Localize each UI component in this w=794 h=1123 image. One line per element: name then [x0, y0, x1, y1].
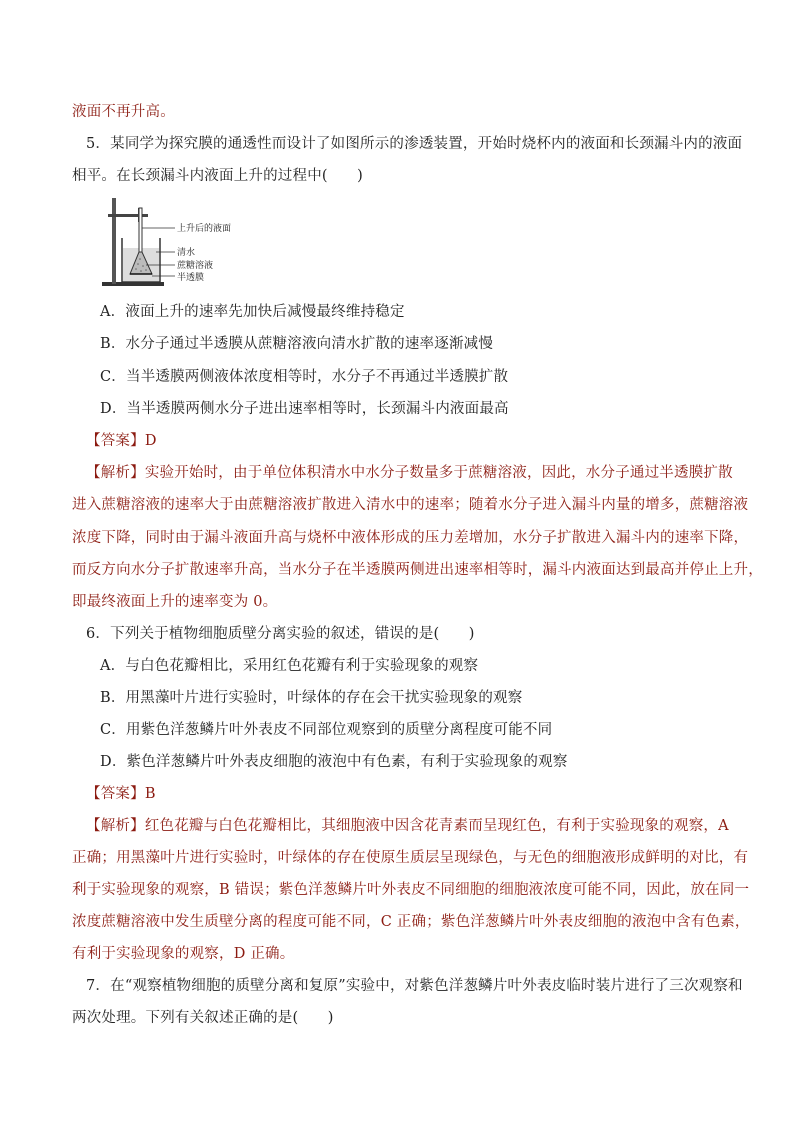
q6-option-c: C．用紫色洋葱鳞片叶外表皮不同部位观察到的质壁分离程度可能不同 — [100, 722, 553, 738]
q6-option-d: D．紫色洋葱鳞片叶外表皮细胞的液泡中有色素，有利于实验现象的观察 — [100, 754, 568, 770]
answer-tag: 【答案】 — [86, 786, 145, 802]
analysis-text: 实验开始时，由于单位体积清水中水分子数量多于蔗糖溶液，因此，水分子通过半透膜扩散 — [144, 465, 733, 481]
label-membrane: 半透膜 — [177, 273, 205, 283]
label-sucrose: 蔗糖溶液 — [177, 261, 214, 271]
q5-analysis-line1 — [86, 463, 733, 483]
q7-stem-line2: 两次处理。下列有关叙述正确的是( ) — [72, 1010, 334, 1026]
q6-answer — [86, 784, 156, 804]
answer-value: B — [144, 786, 156, 802]
q5-analysis-line3: 浓度下降，同时由于漏斗液面升高与烧杯中液体形成的压力差增加，水分子扩散进入漏斗内的速率下降， — [72, 530, 749, 546]
q5-stem-line1: 5．某同学为探究膜的通透性而设计了如图所示的渗透装置，开始时烧杯内的液面和长颈漏斗内的液面 — [86, 136, 743, 152]
q5-option-c: C．当半透膜两侧液体浓度相等时，水分子不再通过半透膜扩散 — [100, 369, 509, 385]
analysis-tag: 【解析】 — [86, 465, 145, 481]
q7-stem-line1: 7．在“观察植物细胞的质壁分离和复原”实验中，对紫色洋葱鳞片叶外表皮临时装片进行了三次观察和 — [86, 978, 743, 994]
label-water: 清水 — [177, 248, 196, 258]
osmosis-apparatus-diagram — [100, 196, 250, 288]
q6-analysis-line4: 浓度蔗糖溶液中发生质壁分离的程度可能不同，C 正确；紫色洋葱鳞片叶外表皮细胞的液泡中含有色素， — [72, 914, 750, 930]
q6-option-b: B．用黑藻叶片进行实验时，叶绿体的存在会干扰实验现象的观察 — [100, 690, 523, 706]
analysis-tag: 【解析】 — [86, 818, 145, 834]
answer-value: D — [144, 433, 157, 449]
q5-analysis-line5: 即最终液面上升的速率变为 0。 — [72, 594, 278, 610]
q6-stem: 6．下列关于植物细胞质壁分离实验的叙述，错误的是( ) — [86, 626, 475, 642]
q5-option-d: D．当半透膜两侧水分子进出速率相等时，长颈漏斗内液面最高 — [100, 401, 509, 417]
analysis-text: 红色花瓣与白色花瓣相比，其细胞液中因含花青素而呈现红色，有利于实验现象的观察，A — [144, 818, 729, 834]
previous-answer-tail: 液面不再升高。 — [72, 104, 175, 120]
osmosis-apparatus-figure — [100, 196, 250, 288]
q5-option-a: A．液面上升的速率先加快后减慢最终维持稳定 — [100, 304, 405, 320]
q5-option-b: B．水分子通过半透膜从蔗糖溶液向清水扩散的速率逐渐减慢 — [100, 336, 494, 352]
q5-analysis-line2: 进入蔗糖溶液的速率大于由蔗糖溶液扩散进入清水中的速率；随着水分子进入漏斗内量的增多，蔗糖溶液 — [72, 497, 749, 513]
q6-analysis-line3: 利于实验现象的观察，B 错误；紫色洋葱鳞片叶外表皮不同细胞的细胞液浓度可能不同，因此，放在同一 — [72, 882, 750, 898]
q6-option-a: A．与白色花瓣相比，采用红色花瓣有利于实验现象的观察 — [100, 658, 479, 674]
answer-tag: 【答案】 — [86, 433, 145, 449]
q6-analysis-line2: 正确；用黑藻叶片进行实验时，叶绿体的存在使原生质层呈现绿色，与无色的细胞液形成鲜明的对比，有 — [72, 850, 749, 866]
label-risen-level: 上升后的液面 — [177, 224, 232, 234]
q5-analysis-line4: 而反方向水分子扩散速率升高，当水分子在半透膜两侧进出速率相等时，漏斗内液面达到最高并停止上升， — [72, 562, 763, 578]
q5-answer — [86, 431, 157, 451]
q6-analysis-line1 — [86, 816, 729, 836]
q5-stem-line2: 相平。在长颈漏斗内液面上升的过程中( ) — [72, 168, 364, 184]
q6-analysis-line5: 有利于实验现象的观察，D 正确。 — [72, 946, 295, 962]
